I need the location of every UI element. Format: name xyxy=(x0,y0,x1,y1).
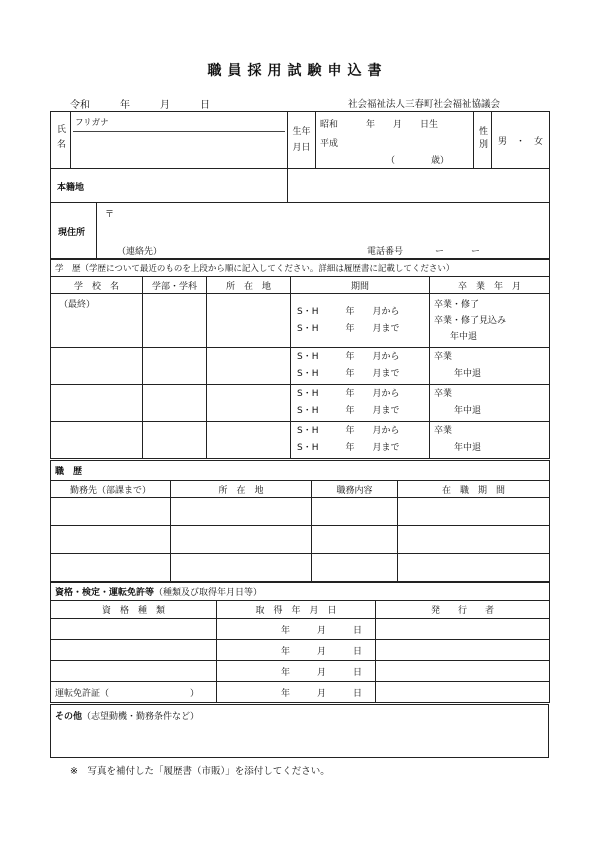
education-row xyxy=(51,294,550,348)
work-header-employer: 勤務先（部課まで） xyxy=(51,481,171,498)
edu-status-cell[interactable] xyxy=(430,385,550,422)
edu-header-faculty: 学部・学科 xyxy=(143,277,207,294)
other-table xyxy=(50,704,549,758)
license-header-issuer: 発 行 者 xyxy=(376,601,550,619)
driver-license-label: 運転免許証（ ） xyxy=(55,688,200,699)
edu-school-cell[interactable] xyxy=(51,294,143,348)
education-table xyxy=(50,259,550,459)
work-header-location: 所 在 地 xyxy=(171,481,312,498)
edu-faculty-cell[interactable] xyxy=(143,422,207,459)
edu-status-cell[interactable] xyxy=(430,348,550,385)
address-cell[interactable] xyxy=(51,203,550,259)
edu-period-to: S・H 年 月まで xyxy=(297,406,400,416)
edu-period-to: S・H 年 月まで xyxy=(297,443,400,453)
edu-location-cell[interactable] xyxy=(207,422,291,459)
era-showa: 昭和 xyxy=(320,120,339,130)
work-employer-cell[interactable] xyxy=(51,554,171,582)
edu-status-1: 卒業 xyxy=(434,389,453,399)
edu-school-cell[interactable] xyxy=(51,348,143,385)
edu-status-3: 年中退 xyxy=(454,443,482,453)
edu-period-to: S・H 年 月まで xyxy=(297,369,400,379)
phone-dashes: ー ー xyxy=(435,247,481,257)
work-row xyxy=(51,498,550,526)
license-row xyxy=(51,619,550,640)
work-history-table xyxy=(50,460,550,582)
work-duties-cell[interactable] xyxy=(312,554,398,582)
edu-period-cell[interactable] xyxy=(291,348,430,385)
license-date-cell[interactable] xyxy=(217,619,376,640)
license-type-cell[interactable] xyxy=(51,661,217,682)
license-row xyxy=(51,682,550,703)
edu-status-cell[interactable] xyxy=(430,422,550,459)
work-section-title: 職 歴 xyxy=(51,461,550,481)
edu-header-location: 所 在 地 xyxy=(207,277,291,294)
license-issuer-cell[interactable] xyxy=(376,661,550,682)
dob-ymd: 年 月 日生 xyxy=(366,120,439,130)
edu-location-cell[interactable] xyxy=(207,348,291,385)
work-row xyxy=(51,554,550,582)
license-date: 年 月 日 xyxy=(281,625,363,636)
license-date: 年 月 日 xyxy=(281,688,363,699)
edu-status-3: 年中退 xyxy=(454,369,482,379)
era-heisei: 平成 xyxy=(320,139,339,149)
edu-period-cell[interactable] xyxy=(291,385,430,422)
edu-location-cell[interactable] xyxy=(207,385,291,422)
edu-faculty-cell[interactable] xyxy=(143,294,207,348)
license-row xyxy=(51,661,550,682)
application-date: 令和 年 月 日 xyxy=(70,100,210,111)
education-row xyxy=(51,385,550,422)
license-date-cell[interactable] xyxy=(217,682,376,703)
name-cell[interactable] xyxy=(71,112,288,169)
edu-location-cell[interactable] xyxy=(207,294,291,348)
edu-status-1: 卒業 xyxy=(434,426,453,436)
age-field: （ 歳） xyxy=(386,156,450,166)
license-header-date: 取 得 年 月 日 xyxy=(217,601,376,619)
organization-name: 社会福祉法人三春町社会福祉協議会 xyxy=(348,99,501,110)
edu-faculty-cell[interactable] xyxy=(143,385,207,422)
name-label-cell xyxy=(51,112,71,169)
address-label-divider xyxy=(96,203,97,258)
address-label: 現住所 xyxy=(58,228,86,238)
edu-faculty-cell[interactable] xyxy=(143,348,207,385)
other-label-bold: その他 xyxy=(55,712,83,722)
licenses-section-title xyxy=(51,583,550,601)
work-header-duties: 職務内容 xyxy=(312,481,398,498)
edu-period-from: S・H 年 月から xyxy=(297,389,400,399)
dob-label-1: 生年 xyxy=(292,127,311,137)
sex-label: 性別 xyxy=(477,125,487,152)
contact-label: （連絡先） xyxy=(117,247,163,257)
work-employer-cell[interactable] xyxy=(51,498,171,526)
edu-school-cell[interactable] xyxy=(51,422,143,459)
education-row xyxy=(51,348,550,385)
work-header-period: 在 職 期 間 xyxy=(398,481,550,498)
sex-label-cell xyxy=(474,112,492,169)
license-issuer-cell[interactable] xyxy=(376,682,550,703)
edu-status-3: 年中退 xyxy=(450,331,478,342)
work-location-cell[interactable] xyxy=(171,554,312,582)
education-section-title: 学 歴（学歴について最近のものを上段から順に記入してください。詳細は履歴書に記載してください） xyxy=(51,260,550,277)
license-date: 年 月 日 xyxy=(281,667,363,678)
license-row xyxy=(51,640,550,661)
license-date-cell[interactable] xyxy=(217,661,376,682)
postal-mark: 〒 xyxy=(105,210,115,220)
edu-status-cell[interactable] xyxy=(430,294,550,348)
education-row xyxy=(51,422,550,459)
edu-header-period: 期間 xyxy=(291,277,430,294)
license-type-cell[interactable] xyxy=(51,619,217,640)
driver-license-cell[interactable] xyxy=(51,682,217,703)
license-header-type: 資 格 種 類 xyxy=(51,601,217,619)
sex-options[interactable]: 男 ・ 女 xyxy=(492,112,550,169)
phone-label: 電話番号 xyxy=(367,247,404,257)
name-label: 氏名 xyxy=(55,123,65,154)
license-type-cell[interactable] xyxy=(51,640,217,661)
license-issuer-cell[interactable] xyxy=(376,619,550,640)
edu-status-2: 卒業・修了見込み xyxy=(434,315,507,326)
edu-status-1: 卒業・修了 xyxy=(434,299,480,310)
work-location-cell[interactable] xyxy=(171,526,312,554)
edu-period-from: S・H 年 月から xyxy=(297,306,400,317)
edu-header-graduation: 卒 業 年 月 xyxy=(430,277,550,294)
page-title: 職員採用試験申込書 xyxy=(207,63,388,79)
work-period-cell[interactable] xyxy=(398,526,550,554)
furigana-divider xyxy=(73,131,285,132)
work-period-cell[interactable] xyxy=(398,498,550,526)
work-duties-cell[interactable] xyxy=(312,498,398,526)
edu-period-to: S・H 年 月まで xyxy=(297,323,400,334)
work-period-cell[interactable] xyxy=(398,554,550,582)
licenses-section-note: （種類及び取得年月日等） xyxy=(154,588,263,598)
dob-label-cell xyxy=(288,112,316,169)
edu-period-cell[interactable] xyxy=(291,294,430,348)
other-cell[interactable] xyxy=(51,705,549,758)
work-employer-cell[interactable] xyxy=(51,526,171,554)
furigana-label: フリガナ xyxy=(75,118,109,128)
dob-cell[interactable] xyxy=(316,112,474,169)
edu-period-cell[interactable] xyxy=(291,422,430,459)
license-date-cell[interactable] xyxy=(217,640,376,661)
domicile-label-cell xyxy=(51,169,288,203)
work-location-cell[interactable] xyxy=(171,498,312,526)
license-issuer-cell[interactable] xyxy=(376,640,550,661)
edu-header-school: 学 校 名 xyxy=(51,277,143,294)
edu-school-cell[interactable] xyxy=(51,385,143,422)
other-label-note: （志望動機・勤務条件など） xyxy=(82,712,200,722)
edu-period-from: S・H 年 月から xyxy=(297,352,400,362)
work-row xyxy=(51,526,550,554)
personal-info-table xyxy=(50,111,550,259)
work-duties-cell[interactable] xyxy=(312,526,398,554)
edu-period-from: S・H 年 月から xyxy=(297,426,400,436)
domicile-label: 本籍地 xyxy=(57,183,85,193)
licenses-table xyxy=(50,582,550,703)
edu-status-3: 年中退 xyxy=(454,406,482,416)
edu-status-1: 卒業 xyxy=(434,352,453,362)
edu-latest-label: （最終） xyxy=(59,300,96,310)
footnote: ※ 写真を補付した「履歴書（市販）」を添付してください。 xyxy=(70,766,330,777)
licenses-section-bold: 資格・検定・運転免許等 xyxy=(55,588,155,598)
domicile-field[interactable] xyxy=(288,169,550,203)
dob-label-2: 月日 xyxy=(292,143,311,153)
license-date: 年 月 日 xyxy=(281,646,363,657)
